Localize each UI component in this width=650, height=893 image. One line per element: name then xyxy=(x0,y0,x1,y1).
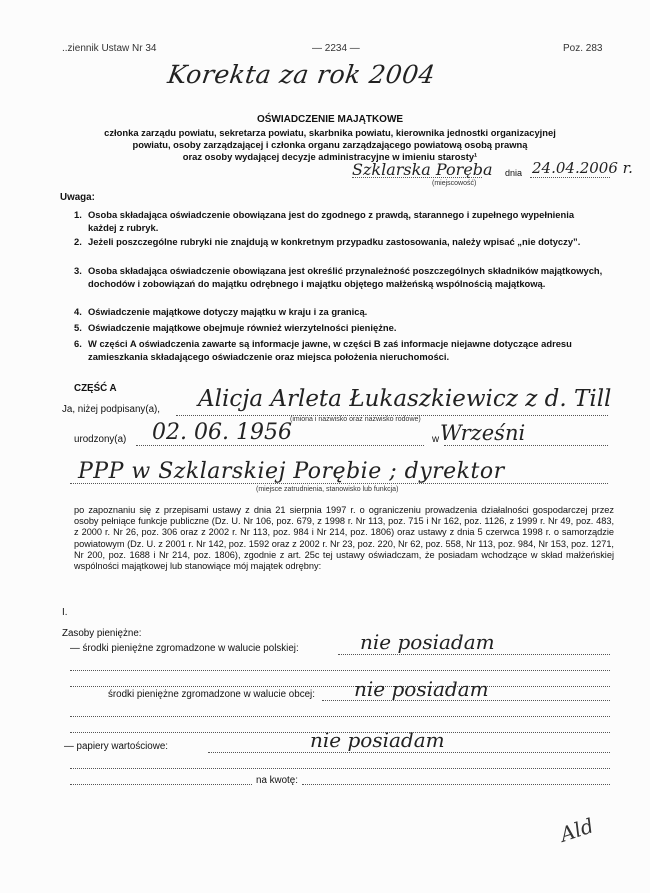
amount-label: na kwotę: xyxy=(256,775,298,786)
note-3-number: 3. xyxy=(74,265,82,276)
polish-currency-line xyxy=(338,654,610,655)
date-line xyxy=(530,177,610,178)
foreign-currency-extra-line-1 xyxy=(70,716,610,717)
form-subtitle-line-3: oraz osoby wydającej decyzje administracyjne w imieniu starosty¹ xyxy=(182,151,478,162)
form-title: OŚWIADCZENIE MAJĄTKOWE xyxy=(256,114,404,125)
note-2 xyxy=(74,236,604,249)
note-5 xyxy=(74,322,604,335)
note-4 xyxy=(74,306,604,319)
note-1-text: Osoba składająca oświadczenie obowiązana jest do zgodnego z prawdą, starannego i zupełnego wypełnienia każdej z rubryk. xyxy=(88,209,575,233)
note-2-number: 2. xyxy=(74,236,82,247)
in-label: w xyxy=(432,434,440,445)
handwritten-initials: Ald xyxy=(557,813,597,847)
note-4-number: 4. xyxy=(74,306,82,317)
handwritten-foreign-currency: nie posiadam xyxy=(354,677,489,701)
form-subtitle-line-2: powiatu, osoby zarządzającej i członka organu zarządzającego powiatową osobą prawną xyxy=(132,139,528,150)
note-1 xyxy=(74,209,604,234)
born-label: urodzony(a) xyxy=(74,434,127,445)
notes-heading: Uwaga: xyxy=(60,192,95,203)
foreign-currency-label: środki pieniężne zgromadzone w walucie obcej: xyxy=(108,689,315,700)
handwritten-birthdate: 02. 06. 1956 xyxy=(152,420,292,445)
note-2-text: Jeżeli poszczególne rubryki nie znajdują w konkretnym przypadku zastosowania, należy wpisać „nie dotyczy”. xyxy=(88,236,581,247)
handwritten-place: Szklarska Poręba xyxy=(352,160,493,179)
polish-currency-label: — środki pieniężne zgromadzone w walucie polskiej: xyxy=(70,643,299,654)
handwritten-birthplace: Wrześni xyxy=(440,421,526,445)
position-number: Poz. 283 xyxy=(563,43,603,54)
date-label: dnia xyxy=(505,168,523,178)
amount-line-left xyxy=(70,784,252,785)
note-6-number: 6. xyxy=(74,338,82,349)
section-a-heading: CZĘŚĆ A xyxy=(74,383,117,394)
securities-label: — papiery wartościowe: xyxy=(64,741,168,752)
name-caption: (imiona i nazwisko oraz nazwisko rodowe) xyxy=(290,416,421,423)
page-number: — 2234 — xyxy=(312,43,360,54)
handwritten-date: 24.04.2006 r. xyxy=(532,159,633,177)
handwritten-employment: PPP w Szklarskiej Porębie ; dyrektor xyxy=(78,459,505,484)
amount-line xyxy=(302,784,610,785)
handwritten-name: Alicja Arleta Łukaszkiewicz z d. Till xyxy=(198,386,612,412)
note-3-text: Osoba składająca oświadczenie obowiązana jest określić przynależność poszczególnych składników majątkowych, dochodów i zobowiązań do majątku odrębnego i majątku objętego małżeńską wspólnością majątkową. xyxy=(88,265,603,289)
handwritten-title: Korekta za rok 2004 xyxy=(165,60,438,89)
birthdate-line xyxy=(136,445,424,446)
note-1-number: 1. xyxy=(74,209,82,220)
employment-caption: (miejsce zatrudnienia, stanowisko lub funkcja) xyxy=(256,486,399,493)
polish-currency-extra-line-1 xyxy=(70,670,610,671)
handwritten-securities: nie posiadam xyxy=(310,728,445,752)
employment-line xyxy=(70,483,608,484)
note-6-text: W części A oświadczenia zawarte są informacje jawne, w części B zaś informacje niejawne dotyczące adresu zamieszkania składającego oświadczenie oraz miejsca położenia nieruchomości. xyxy=(88,338,572,362)
journal-header: ..ziennik Ustaw Nr 34 xyxy=(62,43,157,54)
place-line xyxy=(352,177,482,178)
part-i-label: I. xyxy=(62,607,68,618)
note-6 xyxy=(74,338,604,363)
resources-heading: Zasoby pieniężne: xyxy=(62,628,142,639)
place-caption: (miejscowość) xyxy=(432,180,477,187)
legal-paragraph: po zapoznaniu się z przepisami ustawy z dnia 21 sierpnia 1997 r. o ograniczeniu prowadzenia działalności gospodarczej przez osoby pełniące funkcje publiczne (Dz. U. Nr 106, poz. 679, z 1998 r. Nr 113, poz. 715 i Nr 162, poz. 1126, z 1999 r. Nr 49, poz. 483, z 2000 r. Nr 26, poz. 306 oraz z 2002 r. Nr 113, poz. 984 i Nr 214, poz. 1806) oraz ustawy z dnia 5 czerwca 1998 r. o samorządzie powiatowym (Dz. U. z 2001 r. Nr 142, poz. 1592 oraz z 2002 r. Nr 23, poz. 220, Nr 62, poz. 558, Nr 113, poz. 984, Nr 153, poz. 1271, Nr 200, poz. 1688 i Nr 214, poz. 1806), zgodnie z art. 25c tej ustawy oświadczam, że posiadam wchodzące w skład małżeńskiej wspólności majątkowej lub stanowiące mój majątek odrębny: xyxy=(74,505,614,572)
foreign-currency-line xyxy=(322,700,610,701)
note-3 xyxy=(74,265,604,290)
securities-line xyxy=(208,752,610,753)
handwritten-polish-currency: nie posiadam xyxy=(360,630,495,654)
polish-currency-extra-line-2 xyxy=(70,686,610,687)
securities-extra-line xyxy=(70,768,610,769)
note-4-text: Oświadczenie majątkowe dotyczy majątku w kraju i za granicą. xyxy=(88,306,368,317)
birthplace-line xyxy=(444,445,608,446)
form-subtitle-line-1: członka zarządu powiatu, sekretarza powiatu, skarbnika powiatu, kierownika jednostki organizacyjnej xyxy=(104,127,556,138)
note-5-number: 5. xyxy=(74,322,82,333)
signatory-label: Ja, niżej podpisany(a), xyxy=(62,404,161,415)
note-5-text: Oświadczenie majątkowe obejmuje również wierzytelności pieniężne. xyxy=(88,322,397,333)
